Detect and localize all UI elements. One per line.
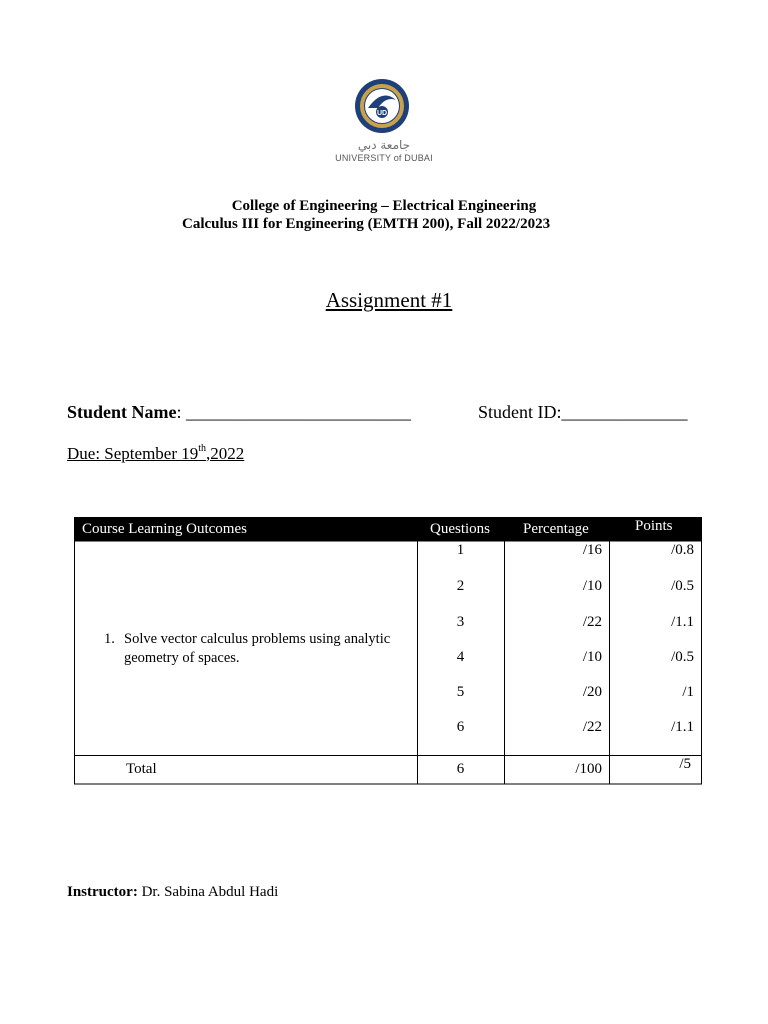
instructor-name: Dr. Sabina Abdul Hadi	[137, 884, 279, 900]
row-6-points: /1.1	[671, 719, 694, 735]
row-1-points: /0.8	[671, 542, 694, 558]
total-points: /5	[679, 756, 691, 772]
total-question: 6	[456, 761, 465, 777]
row-6-question: 6	[456, 719, 465, 735]
row-5-percentage: /20	[582, 684, 602, 700]
due-ordinal: th	[198, 443, 207, 454]
logo-initials: UD	[376, 110, 388, 117]
col-header-questions: Questions	[430, 521, 490, 537]
row-5-points: /1	[682, 684, 694, 700]
student-name-field	[67, 402, 411, 423]
row-2-points: /0.5	[671, 578, 694, 594]
row-4-percentage: /10	[582, 649, 602, 665]
course-heading: Calculus III for Engineering (EMTH 200), Fall 2022/2023	[182, 216, 551, 232]
instructor-line	[67, 884, 278, 901]
due-year: ,2022	[206, 444, 245, 463]
student-id-label: Student ID:	[478, 402, 562, 422]
row-1-percentage: /16	[582, 542, 602, 558]
outcome-cell	[102, 630, 422, 668]
student-id-field	[478, 402, 688, 423]
due-prefix: Due: September 19	[67, 444, 199, 463]
logo-arabic-name: جامعة دبي	[357, 138, 411, 152]
col-header-outcomes: Course Learning Outcomes	[82, 521, 247, 537]
outcome-text: Solve vector calculus problems using analytic geometry of spaces.	[124, 631, 391, 666]
row-6-percentage: /22	[582, 719, 602, 735]
row-4-question: 4	[456, 649, 465, 665]
university-logo	[354, 78, 410, 134]
outcome-number: 1.	[104, 631, 115, 647]
total-label: Total	[126, 761, 157, 777]
row-5-question: 5	[456, 684, 465, 700]
logo-english-name: UNIVERSITY of DUBAI	[335, 153, 433, 163]
student-id-line: ______________	[561, 402, 688, 422]
col-header-points: Points	[635, 518, 673, 534]
grading-table	[74, 517, 702, 785]
row-3-percentage: /22	[582, 614, 602, 630]
row-3-question: 3	[456, 614, 465, 630]
row-2-question: 2	[456, 578, 465, 594]
assignment-title-text: Assignment #1	[325, 288, 453, 312]
student-name-label: Student Name	[67, 402, 177, 422]
student-name-line: : _________________________	[176, 402, 412, 422]
row-4-points: /0.5	[671, 649, 694, 665]
total-percentage: /100	[575, 761, 602, 777]
row-3-points: /1.1	[671, 614, 694, 630]
row-2-percentage: /10	[582, 578, 602, 594]
row-1-question: 1	[456, 542, 465, 558]
department-heading: College of Engineering – Electrical Engineering	[231, 198, 537, 214]
due-date	[67, 444, 244, 464]
col-header-percentage: Percentage	[523, 521, 589, 537]
assignment-title	[0, 288, 768, 313]
instructor-label: Instructor:	[67, 884, 138, 900]
